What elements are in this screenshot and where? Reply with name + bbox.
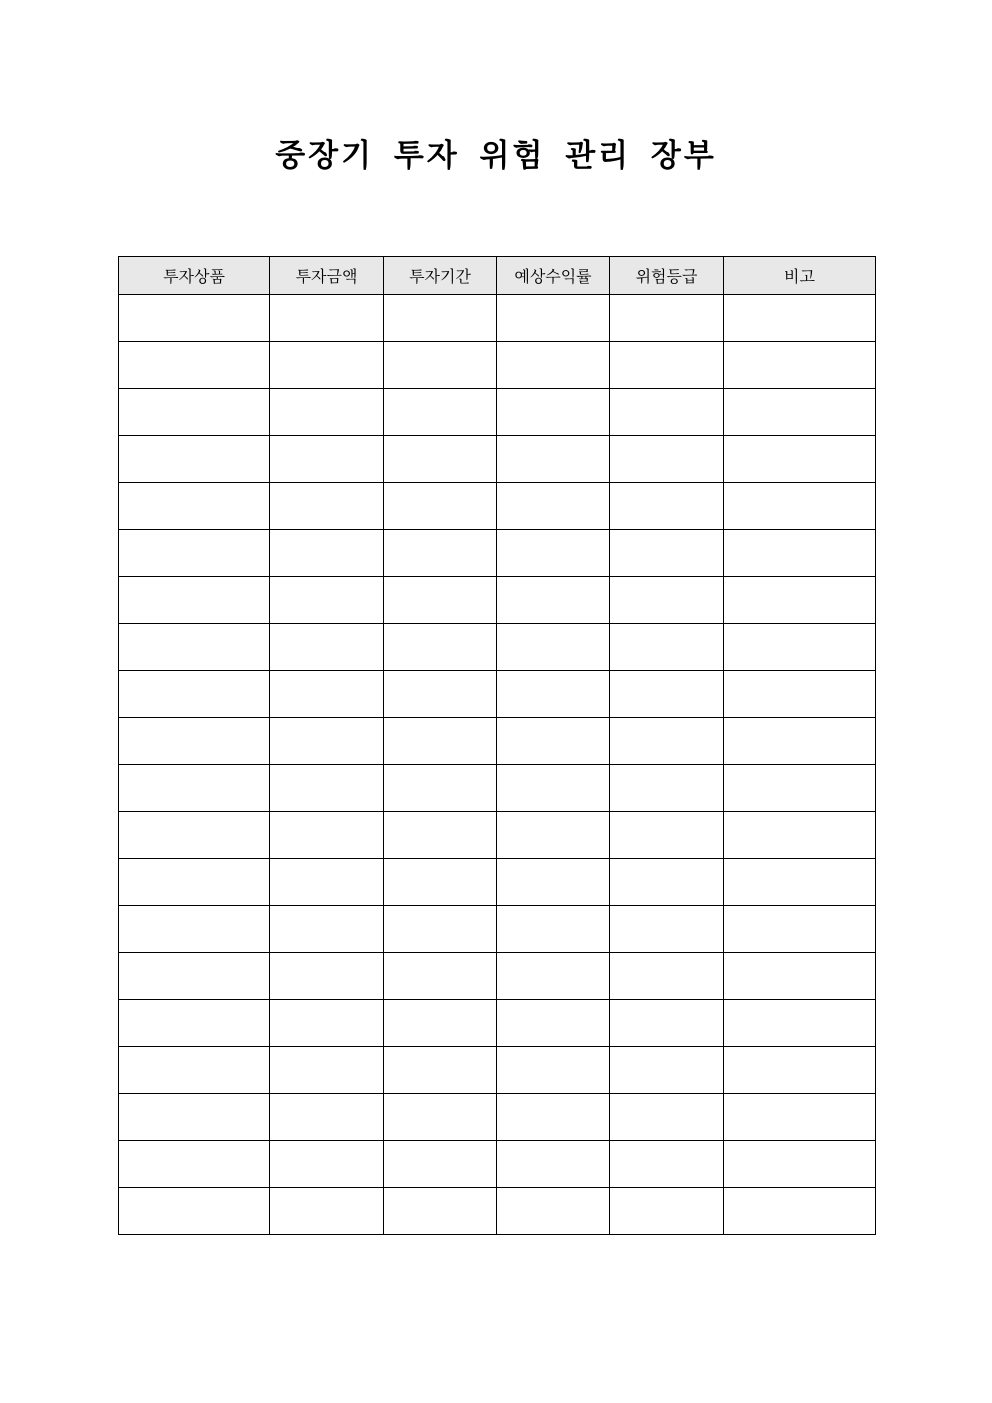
- cell-expected-return[interactable]: [497, 671, 610, 718]
- cell-period[interactable]: [384, 1000, 497, 1047]
- cell-remarks[interactable]: [724, 483, 876, 530]
- table-row: [119, 1188, 876, 1235]
- cell-remarks[interactable]: [724, 812, 876, 859]
- cell-product[interactable]: [119, 812, 270, 859]
- cell-remarks[interactable]: [724, 1141, 876, 1188]
- cell-expected-return[interactable]: [497, 389, 610, 436]
- cell-risk-grade[interactable]: [610, 953, 724, 1000]
- cell-period[interactable]: [384, 1141, 497, 1188]
- cell-period[interactable]: [384, 671, 497, 718]
- cell-period[interactable]: [384, 577, 497, 624]
- cell-amount[interactable]: [270, 342, 384, 389]
- cell-risk-grade[interactable]: [610, 718, 724, 765]
- cell-amount[interactable]: [270, 953, 384, 1000]
- cell-risk-grade[interactable]: [610, 1094, 724, 1141]
- cell-product[interactable]: [119, 389, 270, 436]
- cell-expected-return[interactable]: [497, 624, 610, 671]
- cell-amount[interactable]: [270, 530, 384, 577]
- table-row: [119, 906, 876, 953]
- cell-period[interactable]: [384, 953, 497, 1000]
- cell-risk-grade[interactable]: [610, 812, 724, 859]
- cell-expected-return[interactable]: [497, 718, 610, 765]
- table-row: [119, 342, 876, 389]
- cell-amount[interactable]: [270, 1141, 384, 1188]
- cell-period[interactable]: [384, 295, 497, 342]
- table-row: [119, 1141, 876, 1188]
- cell-period[interactable]: [384, 436, 497, 483]
- table-row: [119, 718, 876, 765]
- table-row: [119, 812, 876, 859]
- table-row: [119, 577, 876, 624]
- cell-product[interactable]: [119, 765, 270, 812]
- cell-expected-return[interactable]: [497, 765, 610, 812]
- cell-period[interactable]: [384, 483, 497, 530]
- cell-period[interactable]: [384, 1094, 497, 1141]
- table-row: [119, 1047, 876, 1094]
- cell-remarks[interactable]: [724, 295, 876, 342]
- cell-product[interactable]: [119, 624, 270, 671]
- page-title: 중장기 투자 위험 관리 장부: [275, 138, 717, 174]
- table-row: [119, 953, 876, 1000]
- cell-remarks[interactable]: [724, 1094, 876, 1141]
- cell-product[interactable]: [119, 530, 270, 577]
- cell-expected-return[interactable]: [497, 530, 610, 577]
- cell-period[interactable]: [384, 342, 497, 389]
- cell-amount[interactable]: [270, 859, 384, 906]
- cell-remarks[interactable]: [724, 859, 876, 906]
- cell-period[interactable]: [384, 812, 497, 859]
- column-header-expected-return: 예상수익률: [497, 257, 610, 295]
- cell-risk-grade[interactable]: [610, 389, 724, 436]
- table-row: [119, 295, 876, 342]
- cell-expected-return[interactable]: [497, 1047, 610, 1094]
- cell-product[interactable]: [119, 859, 270, 906]
- cell-amount[interactable]: [270, 1094, 384, 1141]
- cell-period[interactable]: [384, 530, 497, 577]
- cell-expected-return[interactable]: [497, 342, 610, 389]
- cell-amount[interactable]: [270, 718, 384, 765]
- cell-risk-grade[interactable]: [610, 671, 724, 718]
- cell-period[interactable]: [384, 906, 497, 953]
- ledger-table: [118, 256, 876, 1235]
- cell-risk-grade[interactable]: [610, 295, 724, 342]
- table-row: [119, 624, 876, 671]
- header-row: [119, 257, 876, 295]
- table-row: [119, 859, 876, 906]
- cell-remarks[interactable]: [724, 1188, 876, 1235]
- cell-period[interactable]: [384, 1188, 497, 1235]
- cell-amount[interactable]: [270, 436, 384, 483]
- column-header-amount: 투자금액: [270, 257, 384, 295]
- cell-risk-grade[interactable]: [610, 530, 724, 577]
- table-row: [119, 530, 876, 577]
- cell-remarks[interactable]: [724, 577, 876, 624]
- table-row: [119, 483, 876, 530]
- cell-risk-grade[interactable]: [610, 342, 724, 389]
- cell-product[interactable]: [119, 1094, 270, 1141]
- cell-risk-grade[interactable]: [610, 1188, 724, 1235]
- column-header-product: 투자상품: [119, 257, 270, 295]
- cell-expected-return[interactable]: [497, 1141, 610, 1188]
- table-row: [119, 1000, 876, 1047]
- table-row: [119, 436, 876, 483]
- cell-product[interactable]: [119, 953, 270, 1000]
- cell-risk-grade[interactable]: [610, 859, 724, 906]
- column-header-remarks: 비고: [724, 257, 876, 295]
- cell-product[interactable]: [119, 436, 270, 483]
- cell-remarks[interactable]: [724, 1000, 876, 1047]
- column-header-period: 투자기간: [384, 257, 497, 295]
- cell-remarks[interactable]: [724, 953, 876, 1000]
- cell-amount[interactable]: [270, 577, 384, 624]
- cell-risk-grade[interactable]: [610, 483, 724, 530]
- cell-amount[interactable]: [270, 906, 384, 953]
- cell-remarks[interactable]: [724, 436, 876, 483]
- cell-remarks[interactable]: [724, 671, 876, 718]
- cell-risk-grade[interactable]: [610, 906, 724, 953]
- cell-period[interactable]: [384, 718, 497, 765]
- cell-amount[interactable]: [270, 1188, 384, 1235]
- cell-product[interactable]: [119, 1000, 270, 1047]
- cell-expected-return[interactable]: [497, 953, 610, 1000]
- cell-amount[interactable]: [270, 1000, 384, 1047]
- table-row: [119, 389, 876, 436]
- cell-risk-grade[interactable]: [610, 436, 724, 483]
- cell-amount[interactable]: [270, 295, 384, 342]
- cell-expected-return[interactable]: [497, 906, 610, 953]
- cell-amount[interactable]: [270, 671, 384, 718]
- cell-remarks[interactable]: [724, 1047, 876, 1094]
- cell-product[interactable]: [119, 906, 270, 953]
- cell-expected-return[interactable]: [497, 859, 610, 906]
- cell-remarks[interactable]: [724, 342, 876, 389]
- cell-period[interactable]: [384, 765, 497, 812]
- cell-period[interactable]: [384, 389, 497, 436]
- cell-expected-return[interactable]: [497, 1094, 610, 1141]
- cell-product[interactable]: [119, 295, 270, 342]
- cell-remarks[interactable]: [724, 765, 876, 812]
- cell-product[interactable]: [119, 718, 270, 765]
- cell-risk-grade[interactable]: [610, 1047, 724, 1094]
- column-header-risk-grade: 위험등급: [610, 257, 724, 295]
- cell-remarks[interactable]: [724, 530, 876, 577]
- cell-period[interactable]: [384, 859, 497, 906]
- cell-product[interactable]: [119, 483, 270, 530]
- ledger-body: [119, 295, 876, 1235]
- cell-remarks[interactable]: [724, 906, 876, 953]
- cell-period[interactable]: [384, 624, 497, 671]
- cell-expected-return[interactable]: [497, 577, 610, 624]
- cell-product[interactable]: [119, 342, 270, 389]
- cell-expected-return[interactable]: [497, 483, 610, 530]
- cell-expected-return[interactable]: [497, 812, 610, 859]
- cell-expected-return[interactable]: [497, 295, 610, 342]
- cell-product[interactable]: [119, 1141, 270, 1188]
- cell-amount[interactable]: [270, 483, 384, 530]
- cell-risk-grade[interactable]: [610, 577, 724, 624]
- cell-product[interactable]: [119, 1188, 270, 1235]
- cell-period[interactable]: [384, 1047, 497, 1094]
- cell-amount[interactable]: [270, 624, 384, 671]
- cell-amount[interactable]: [270, 389, 384, 436]
- cell-expected-return[interactable]: [497, 1000, 610, 1047]
- cell-risk-grade[interactable]: [610, 765, 724, 812]
- cell-risk-grade[interactable]: [610, 624, 724, 671]
- cell-product[interactable]: [119, 1047, 270, 1094]
- cell-amount[interactable]: [270, 765, 384, 812]
- cell-expected-return[interactable]: [497, 436, 610, 483]
- cell-remarks[interactable]: [724, 389, 876, 436]
- cell-amount[interactable]: [270, 1047, 384, 1094]
- cell-product[interactable]: [119, 577, 270, 624]
- table-row: [119, 671, 876, 718]
- cell-amount[interactable]: [270, 812, 384, 859]
- cell-remarks[interactable]: [724, 718, 876, 765]
- cell-product[interactable]: [119, 671, 270, 718]
- table-row: [119, 1094, 876, 1141]
- cell-remarks[interactable]: [724, 624, 876, 671]
- cell-risk-grade[interactable]: [610, 1141, 724, 1188]
- table-row: [119, 765, 876, 812]
- cell-expected-return[interactable]: [497, 1188, 610, 1235]
- cell-risk-grade[interactable]: [610, 1000, 724, 1047]
